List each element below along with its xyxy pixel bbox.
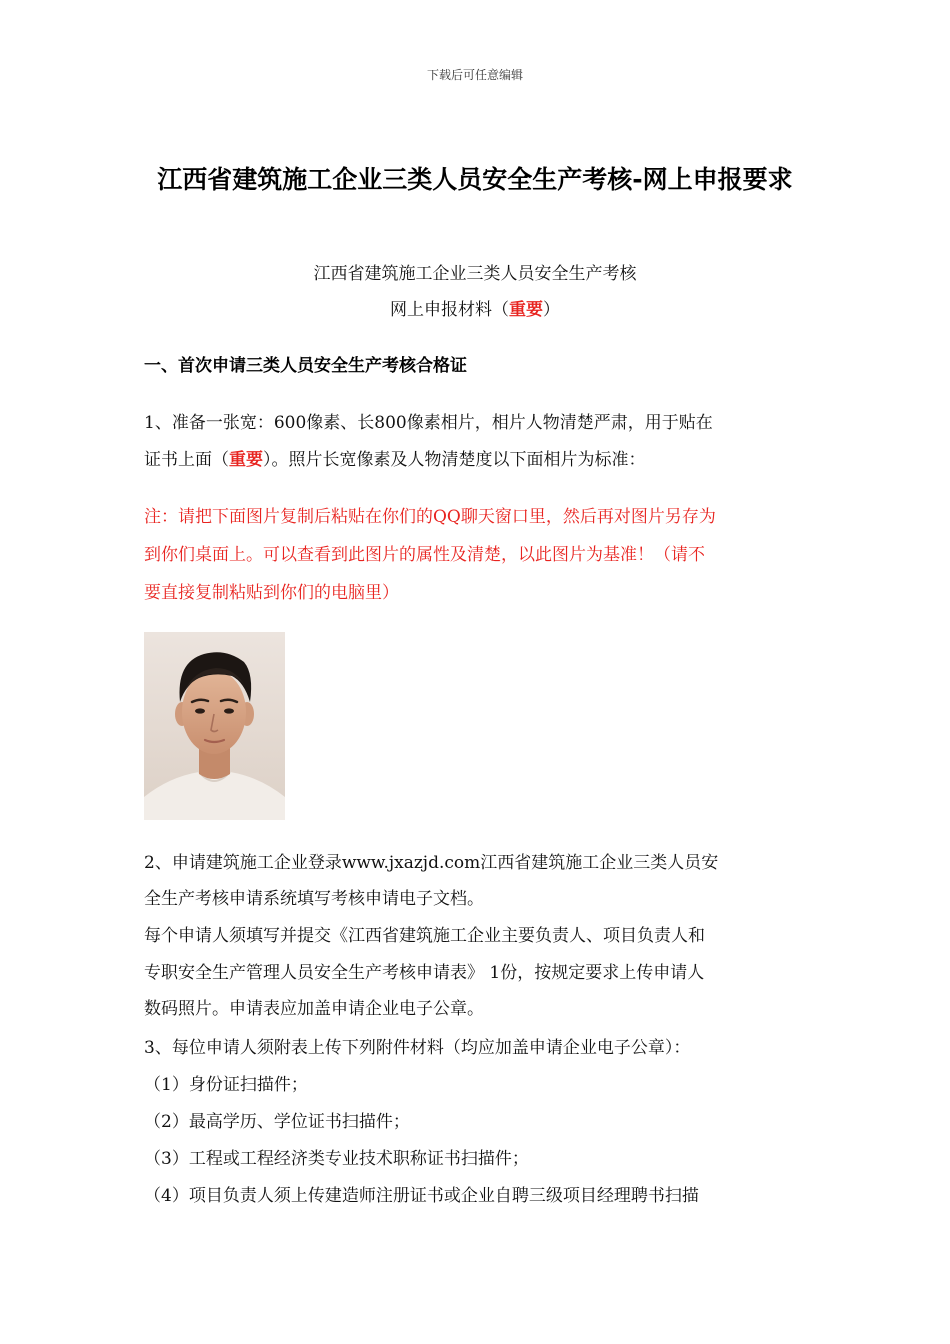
- subtitle-line-1: 江西省建筑施工企业三类人员安全生产考核: [313, 264, 637, 284]
- item3-line-1: 3、每位申请人须附表上传下列附件材料（均应加盖申请企业电子公章）：: [144, 1038, 691, 1058]
- item2-line-5: 数码照片。申请表应加盖申请企业电子公章。: [144, 999, 484, 1019]
- item1-line-1: 1、准备一张宽：600像素、长800像素相片，相片人物清楚严肃，用于贴在: [144, 413, 713, 433]
- item3-sub-item: （3）工程或工程经济类专业技术职称证书扫描件；: [144, 1149, 529, 1169]
- item3-sub-item: （4）项目负责人须上传建造师注册证书或企业自聘三级项目经理聘书扫描: [144, 1186, 699, 1206]
- note-line-2: 到你们桌面上。可以查看到此图片的属性及清楚，以此图片为基准！（请不: [144, 545, 705, 565]
- item3-sub-item: （2）最高学历、学位证书扫描件；: [144, 1112, 410, 1132]
- item2-line-2: 全生产考核申请系统填写考核申请电子文档。: [144, 889, 484, 909]
- sample-portrait-photo: [144, 632, 285, 820]
- item1-suffix: ）。照片长宽像素及人物清楚度以下面相片为标准：: [263, 450, 646, 470]
- subtitle-prefix: 网上申报材料（: [390, 300, 509, 320]
- note-line-3: 要直接复制粘贴到你们的电脑里）: [144, 583, 399, 603]
- note-line-1: 注：请把下面图片复制后粘贴在你们的QQ聊天窗口里，然后再对图片另存为: [144, 507, 716, 527]
- item1-line-2: [144, 445, 646, 470]
- item1-prefix: 证书上面（: [144, 450, 229, 470]
- item2-line-1: 2、申请建筑施工企业登录www.jxazjd.com江西省建筑施工企业三类人员安: [144, 853, 719, 873]
- item1-emphasis: 重要: [229, 450, 263, 470]
- item3-sub-item: （1）身份证扫描件；: [144, 1075, 308, 1095]
- item2-line-4: 专职安全生产管理人员安全生产考核申请表》 1份，按规定要求上传申请人: [144, 963, 705, 983]
- section-heading-1: 一、首次申请三类人员安全生产考核合格证: [144, 356, 467, 376]
- subtitle-line-2: [60, 295, 890, 320]
- document-title: 江西省建筑施工企业三类人员安全生产考核-网上申报要求: [157, 165, 793, 194]
- item2-line-3: 每个申请人须填写并提交《江西省建筑施工企业主要负责人、项目负责人和: [144, 926, 705, 946]
- subtitle-suffix: ）: [543, 300, 560, 320]
- header-note: 下载后可任意编辑: [426, 68, 523, 82]
- subtitle-emphasis: 重要: [509, 300, 543, 320]
